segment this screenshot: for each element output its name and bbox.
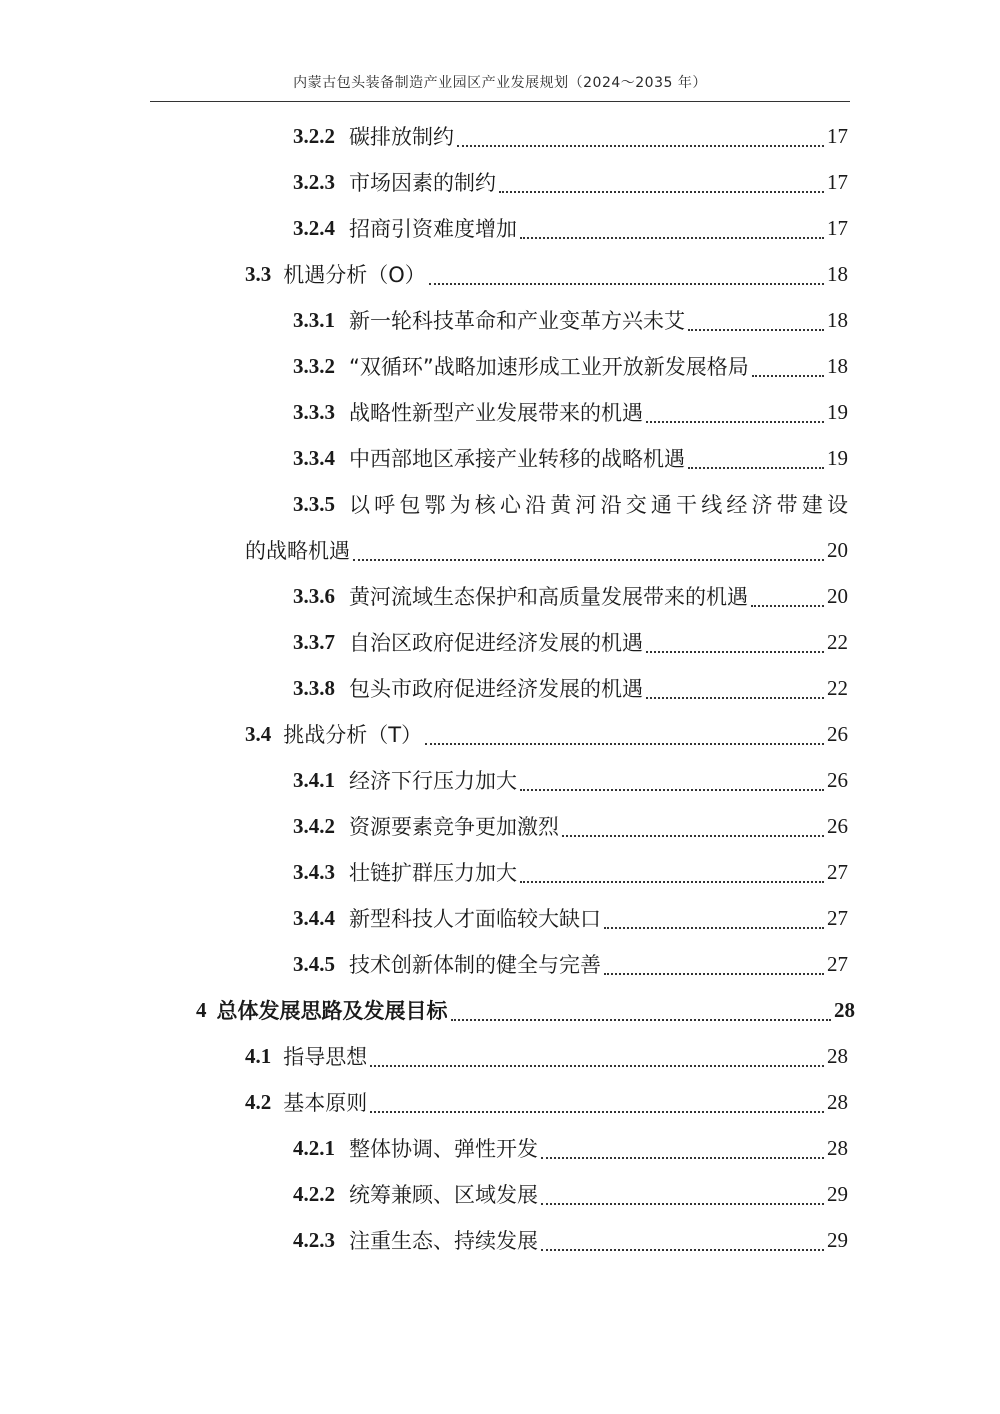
- toc-entry-title: 黄河流域生态保护和高质量发展带来的机遇: [349, 585, 748, 609]
- dot-leader: [370, 1065, 824, 1067]
- toc-entry-page: 17: [827, 123, 848, 148]
- toc-entry-number: 3.2.4: [293, 215, 335, 240]
- toc-entry[interactable]: [0, 941, 1000, 987]
- toc-entry-number: 3.3.8: [293, 675, 335, 700]
- toc-entry[interactable]: [0, 711, 1000, 757]
- dot-leader: [370, 1111, 824, 1113]
- toc-entry[interactable]: [0, 343, 1000, 389]
- toc-entry-page: 29: [827, 1227, 848, 1252]
- toc-entry-page: 26: [827, 767, 848, 792]
- toc-entry-page: 20: [827, 583, 848, 608]
- toc-entry[interactable]: [0, 1217, 1000, 1263]
- toc-entry[interactable]: [0, 987, 1000, 1033]
- toc-entry-title: 经济下行压力加大: [349, 769, 517, 793]
- toc-entry-title: 挑战分析（T）: [283, 723, 423, 747]
- toc-entry-number: 3.4.2: [293, 813, 335, 838]
- toc-entry-title: 市场因素的制约: [349, 171, 496, 195]
- toc-entry-title: 总体发展思路及发展目标: [216, 999, 448, 1023]
- toc-entry-title: 注重生态、持续发展: [349, 1229, 538, 1253]
- toc-entry-page: 26: [827, 721, 848, 746]
- toc-entry-page: 28: [834, 997, 855, 1022]
- toc-entry-page: 27: [827, 859, 848, 884]
- toc-entry-number: 3.3.5: [293, 491, 335, 516]
- dot-leader: [499, 191, 824, 193]
- toc-entry-number: 3.4.5: [293, 951, 335, 976]
- dot-leader: [541, 1157, 824, 1159]
- toc-entry-number: 3.4.4: [293, 905, 335, 930]
- toc-entry-title: 包头市政府促进经济发展的机遇: [349, 677, 643, 701]
- toc-entry-number: 3.4: [245, 721, 272, 746]
- toc-entry-page: 22: [827, 675, 848, 700]
- dot-leader: [520, 881, 824, 883]
- toc-entry-number: 3.4.3: [293, 859, 335, 884]
- toc-entry-page: 22: [827, 629, 848, 654]
- toc-entry-page: 26: [827, 813, 848, 838]
- toc-entry[interactable]: [0, 435, 1000, 481]
- toc-entry-title: 技术创新体制的健全与完善: [349, 953, 601, 977]
- toc-entry-number: 3.3.1: [293, 307, 335, 332]
- toc-entry-number: 3.4.1: [293, 767, 335, 792]
- toc-entry-number: 4.1: [245, 1043, 272, 1068]
- toc-entry-title: 资源要素竞争更加激烈: [349, 815, 559, 839]
- toc-entry-title: 以呼包鄂为核心沿黄河沿交通干线经济带建设: [349, 493, 848, 517]
- toc-entry-page: 19: [827, 399, 848, 424]
- toc-entry[interactable]: [0, 113, 1000, 159]
- toc-entry-page: 18: [827, 307, 848, 332]
- toc-entry-page: 18: [827, 261, 848, 286]
- toc-entry-title: 指导思想: [283, 1045, 368, 1069]
- toc-entry-page: 18: [827, 353, 848, 378]
- dot-leader: [425, 743, 824, 745]
- toc-entry-title: 基本原则: [283, 1091, 368, 1115]
- toc-entry-page: 29: [827, 1181, 848, 1206]
- toc-entry[interactable]: [0, 159, 1000, 205]
- toc-entry[interactable]: [0, 1125, 1000, 1171]
- toc-entry-title: “双循环”战略加速形成工业开放新发展格局: [349, 355, 749, 379]
- dot-leader: [353, 559, 824, 561]
- toc-entry-number: 4: [196, 997, 207, 1022]
- dot-leader: [688, 467, 824, 469]
- toc-entry[interactable]: [0, 803, 1000, 849]
- toc-entry[interactable]: [0, 205, 1000, 251]
- dot-leader: [646, 651, 824, 653]
- toc-entry-continuation[interactable]: [0, 527, 1000, 573]
- toc-entry-number: 3.3.2: [293, 353, 335, 378]
- toc-entry-number: 4.2.2: [293, 1181, 335, 1206]
- toc-entry[interactable]: [0, 757, 1000, 803]
- dot-leader: [541, 1203, 824, 1205]
- toc-entry-number: 4.2: [245, 1089, 272, 1114]
- toc-entry-title-continuation: 的战略机遇: [245, 539, 350, 563]
- toc-entry-number: 3.3.6: [293, 583, 335, 608]
- toc-entry[interactable]: [0, 1033, 1000, 1079]
- toc-entry[interactable]: [0, 297, 1000, 343]
- toc-entry-title: 新型科技人才面临较大缺口: [349, 907, 601, 931]
- dot-leader: [562, 835, 824, 837]
- dot-leader: [752, 375, 824, 377]
- toc-entry-page: 17: [827, 215, 848, 240]
- table-of-contents: [0, 113, 1000, 1263]
- toc-entry-title: 统筹兼顾、区域发展: [349, 1183, 538, 1207]
- dot-leader: [604, 927, 824, 929]
- header-divider: [150, 101, 850, 102]
- toc-entry-page: 28: [827, 1043, 848, 1068]
- dot-leader: [688, 329, 824, 331]
- toc-entry[interactable]: [0, 573, 1000, 619]
- dot-leader: [451, 1019, 832, 1021]
- toc-entry-number: 4.2.3: [293, 1227, 335, 1252]
- toc-entry-number: 3.3.4: [293, 445, 335, 470]
- toc-entry-title: 战略性新型产业发展带来的机遇: [349, 401, 643, 425]
- toc-entry[interactable]: [0, 665, 1000, 711]
- toc-entry[interactable]: [0, 849, 1000, 895]
- toc-entry-page: 28: [827, 1135, 848, 1160]
- toc-entry-number: 3.3: [245, 261, 272, 286]
- toc-entry-title: 自治区政府促进经济发展的机遇: [349, 631, 643, 655]
- dot-leader: [646, 697, 824, 699]
- toc-entry[interactable]: [0, 895, 1000, 941]
- toc-entry-number: 3.3.7: [293, 629, 335, 654]
- toc-entry[interactable]: [0, 481, 1000, 527]
- dot-leader: [751, 605, 824, 607]
- toc-entry-title: 新一轮科技革命和产业变革方兴未艾: [349, 309, 685, 333]
- toc-entry-number: 3.2.2: [293, 123, 335, 148]
- toc-entry-number: 3.2.3: [293, 169, 335, 194]
- dot-leader: [520, 789, 824, 791]
- toc-entry[interactable]: [0, 251, 1000, 297]
- dot-leader: [457, 145, 824, 147]
- dot-leader: [520, 237, 824, 239]
- dot-leader: [646, 421, 824, 423]
- toc-entry[interactable]: [0, 619, 1000, 665]
- dot-leader: [541, 1249, 824, 1251]
- toc-entry[interactable]: [0, 1171, 1000, 1217]
- toc-entry[interactable]: [0, 1079, 1000, 1125]
- dot-leader: [429, 283, 824, 285]
- toc-entry-title: 壮链扩群压力加大: [349, 861, 517, 885]
- toc-entry[interactable]: [0, 389, 1000, 435]
- toc-entry-title: 招商引资难度增加: [349, 217, 517, 241]
- running-header: 内蒙古包头装备制造产业园区产业发展规划（2024～2035 年）: [293, 75, 707, 91]
- toc-entry-title: 整体协调、弹性开发: [349, 1137, 538, 1161]
- toc-entry-page: 27: [827, 951, 848, 976]
- toc-entry-title: 碳排放制约: [349, 125, 454, 149]
- toc-entry-page: 17: [827, 169, 848, 194]
- toc-entry-page: 27: [827, 905, 848, 930]
- toc-entry-page: 20: [827, 537, 848, 562]
- dot-leader: [604, 973, 824, 975]
- toc-entry-number: 3.3.3: [293, 399, 335, 424]
- toc-entry-title: 中西部地区承接产业转移的战略机遇: [349, 447, 685, 471]
- toc-entry-page: 19: [827, 445, 848, 470]
- toc-entry-number: 4.2.1: [293, 1135, 335, 1160]
- toc-entry-page: 28: [827, 1089, 848, 1114]
- toc-entry-title: 机遇分析（O）: [283, 263, 426, 287]
